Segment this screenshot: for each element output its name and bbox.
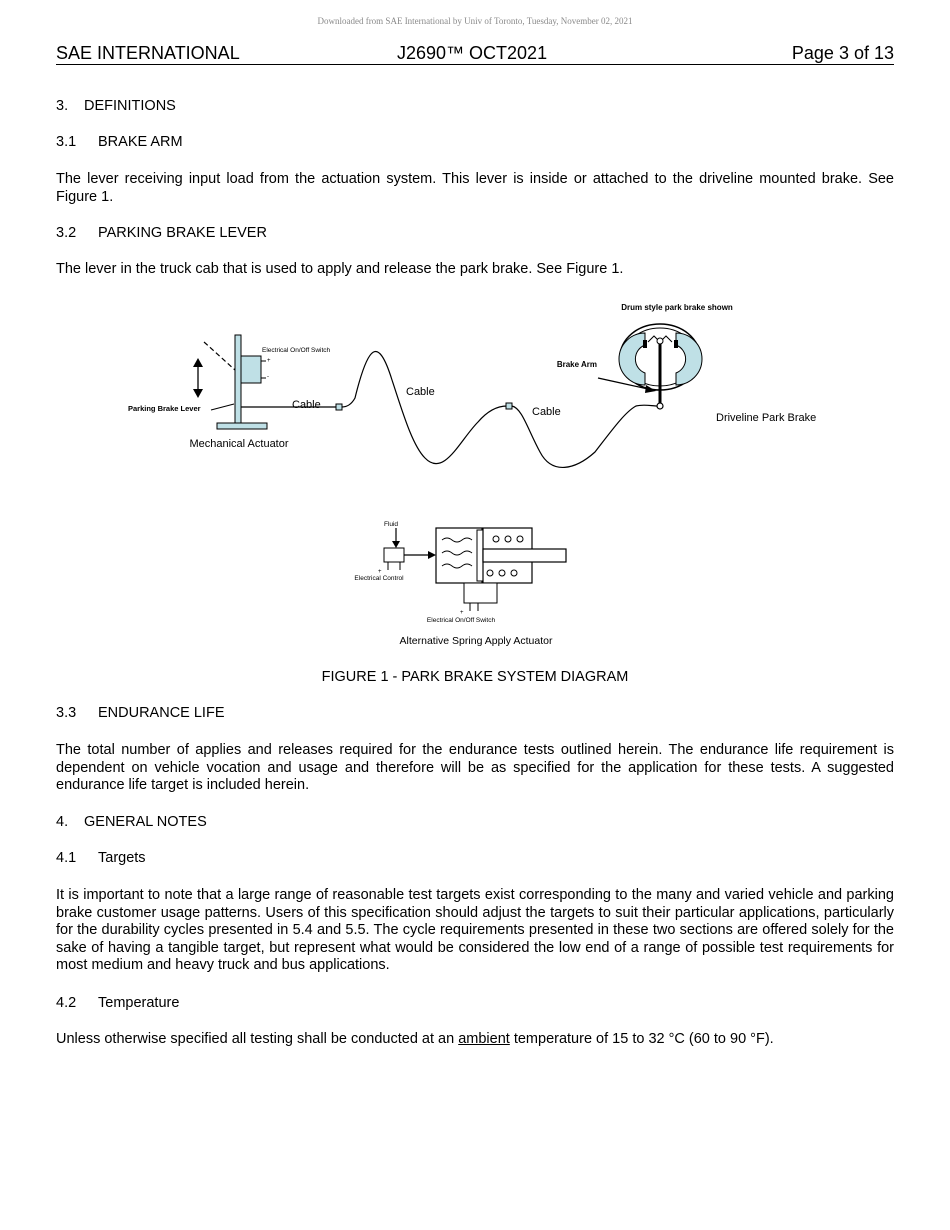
section-3-1-heading: 3.1 BRAKE ARM (56, 134, 183, 150)
figure-caption: FIGURE 1 - PARK BRAKE SYSTEM DIAGRAM (321, 669, 629, 685)
header-page-number: Page 3 of 13 (791, 43, 894, 63)
ambient-link[interactable]: ambient (458, 1031, 510, 1047)
control-plus-label: + (378, 569, 382, 575)
switch-plus-label: + (267, 358, 271, 364)
bottom-switch-plus-label: + (460, 610, 464, 616)
cable-label-2: Cable (406, 386, 435, 398)
section-4-2-heading: 4.2 Temperature (56, 995, 180, 1011)
cable-label-3: Cable (532, 406, 561, 418)
switch-bottom-label: Electrical On/Off Switch (426, 617, 496, 624)
driveline-park-brake-label: Driveline Park Brake (716, 412, 817, 424)
fluid-label: Fluid (383, 521, 399, 528)
header-org: SAE INTERNATIONAL (56, 43, 240, 63)
switch-minus-label: - (267, 374, 269, 380)
alt-actuator-label: Alternative Spring Apply Actuator (399, 635, 553, 647)
section-3-2-body: The lever in the truck cab that is used to apply and release the park brake. See Figure 1. (56, 261, 624, 277)
section-4-heading: 4. GENERAL NOTES (56, 814, 207, 830)
section-3-2-heading: 3.2 PARKING BRAKE LEVER (56, 225, 267, 241)
mechanical-actuator-label: Mechanical Actuator (189, 438, 289, 450)
section-3-heading: 3. DEFINITIONS (56, 98, 176, 114)
section-4-1-heading: 4.1 Targets (56, 850, 146, 866)
switch-top-label: Electrical On/Off Switch (262, 347, 331, 354)
drum-note-label: Drum style park brake shown (621, 303, 733, 312)
section-3-1-body: The lever receiving input load from the actuation system. This lever is inside or attached to the driveline mounted brake. See Figure 1. (56, 171, 894, 205)
drum-brake-icon (619, 324, 702, 409)
brake-arm-label: Brake Arm (556, 360, 597, 369)
section-4-1-body: It is important to note that a large range of reasonable test targets exist corresponding to the many and varied vehicle and parking brake customer usage patterns. Users of this specification should adjust the targets to suit their particular applications, particularly for the durability cycles presented in 5.4 and 5.5. The cycle requirements presented in these two sections are offered solely for the sake of having a tangible target, but represent what would be considered the low end of a range of possible test requirements for most medium and heavy truck and bus applications. (56, 887, 894, 973)
parking-brake-lever-label: Parking Brake Lever (128, 404, 201, 413)
header-doc-id: J2690™ OCT2021 (397, 43, 548, 63)
electrical-control-label: Electrical Control (354, 575, 404, 582)
brake-cable (336, 352, 657, 468)
section-3-3-body: The total number of applies and releases required for the endurance tests outlined herein. The endurance life requirement is dependent on vehicle vocation and usage and therefore will be as specified for the application for these tests. A suggested endurance life target is included herein. (56, 742, 894, 793)
download-watermark: Downloaded from SAE International by Univ of Toronto, Tuesday, November 02, 2021 (317, 16, 633, 26)
section-4-2-body: Unless otherwise specified all testing shall be conducted at an ambient temperature of 15 to 32 °C (60 to 90 °F). (56, 1031, 774, 1047)
park-brake-system-diagram (0, 290, 950, 660)
spring-apply-actuator-icon (384, 528, 566, 611)
cable-label-1: Cable (292, 399, 321, 411)
section-3-3-heading: 3.3 ENDURANCE LIFE (56, 705, 225, 721)
page-header (56, 43, 894, 65)
